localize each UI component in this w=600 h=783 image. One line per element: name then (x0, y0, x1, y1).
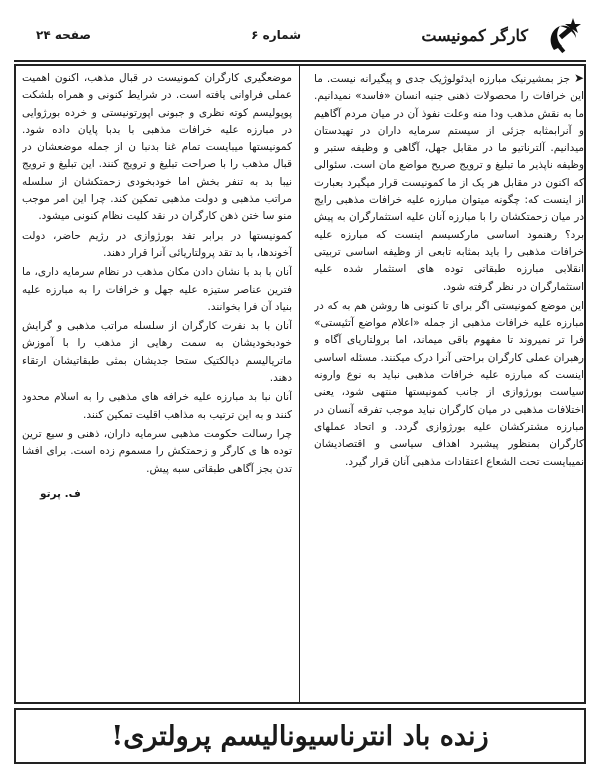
paragraph: چرا رسالت حکومت مذهبی سرمایه داران، ذهنی و سیع ترین توده ها ی کارگر و زحمتکش را مسموم زده است. برای افشا تدن بجز آگاهی طبقاتی سبه پیش. (22, 427, 292, 475)
article-column-left (22, 70, 292, 700)
publication-title: کارگر کمونیست (421, 26, 528, 45)
author-signature: ف. پرتو (40, 487, 81, 500)
issue-number: شماره ۶ (251, 28, 301, 42)
paragraph: کمونیستها در برابر تفد بورژوازی در رژیم حاضر، دولت آخوندها، با بد تقد پرولتاریائی آنرا قرار دهند. (22, 229, 292, 259)
paragraph: آنان با بد با نشان دادن مکان مذهب در نظام سرمایه داری، ما فترین عناصر ستیزه علیه جهل و خرافات را به مبارزه علیه بنیاد آن فرا بخوانند. (22, 266, 292, 313)
paragraph (314, 70, 584, 296)
paragraph-text: جز بمشیرنیک مبارزه ایدئولوژیک جدی و پیگیرانه نیست. ما این خرافات را محصولات ذهنی جنبه انسان «فاسد» نمیدانیم. ما به نقش مذهب ودا منه وعلت نفوذ آن در میان مردم آگاهیم و آنرابمثابه جزئی از سیستم سرمایه داران در تهیدستان میدانیم. آلترناتیو ما در مقابل جهل، آگاهی و وظیفه ستبر و وظیفه ناپذیر ما تبلیغ و ترویج صریح مواضع مان است. سئوالی که اکنون در مقابل هر یک از ما کمونیست قرار میگیرد بعبارت از اینست که: چگونه میتوان مبارزه علیه خرافات مذهبی رایج در میان زحمتکشان را با مبارزه آنان علیه استثمارگران به پیش برد؟ رهنمود اساسی مارکسیسم اینست که مبارزه علیه خرافات مذهبی را باید بمثابه تابعی از وظیفه اساسی تربیتی انقلابی مبارزه طبقاتی توده های استثمار شده علیه استثمارگران در نظر گرفته شود. (314, 73, 584, 293)
paragraph: این موضع کمونیستی اگر برای تا کنونی ها روشن هم به که در مبارزه علیه خرافات مذهبی از جمله «اعلام مواضع آتئیستی» فرا تر نمیروند تا مفهوم باقی میماند، اما برولتاریای آگاه و رهبران عملی کارگران براحتی آنرا درک میکنند. مسئله اساسی اینست که مبارزه علیه خرافات مذهبی نباید به نوع وارونه سیاست بورژوازی از جانب کمونیستها منتهی شود، یعنی اختلافات مذهبی در میان کارگران نباید موجب تفرقه آنسان در مبارزه مشترکشان علیه بورژوازی گردد. و اتحاد عملهای کارگران بمنظور پیشبرد اهداف سیاسی و اقتصادیشان نمیبایست تحت الشعاع اعتقادات مذهبی آنان قرار گیرد. (314, 299, 584, 468)
paragraph: آنان با بد نفرت کارگران از سلسله مراتب مذهبی و گرایش خودبخودیشان به سمت رهایی از مذهب را با آموزش ماتریالیسم دیالکتیک ستحا جدیشان بمثی طبقاتیشان ارتقاء دهند. (22, 320, 292, 385)
footer-slogan: زنده باد انترناسیونالیسم پرولتری! (111, 720, 489, 752)
page-number: صفحه ۲۴ (36, 28, 91, 42)
paragraph: آنان نبا بد مبارزه علیه خرافه های مذهبی را به اسلام محدود کنند و به این ترتیب به مذاهب اقلیت تمکین کنند. (22, 391, 292, 421)
header-rule (14, 60, 586, 62)
arrow-icon: ➤ (573, 71, 584, 85)
hammer-sickle-star-icon (546, 16, 586, 56)
article-column-right (314, 70, 584, 700)
page-header (18, 14, 586, 58)
column-divider (299, 66, 300, 702)
footer-slogan-banner (14, 708, 586, 764)
paragraph: موضعگیری کارگران کمونیست در قبال مذهب، اکنون اهمیت عملی فراوانی یافته است. در شرایط کنونی و همراه بلشکت پوپولیسم کوته نظری و جبونی اپورتونیستی و خرده بورژوایی در مبارزه علیه خرافات مذهبی با بدبا پایان داده شود. کمونیستها میبایست تمام غنا بدنبا ن از جمله موضعشان در قبال مذهب را با صراحت تبلیغ و ترویج کنند. این تبلیغ و ترویج نیبا بد به تنفر بخش اما خودبخودی زحمتکشان از سلسله مراتب مذهبی و دولت مذهبی تمکین کند. چرا این امر موجب منو سا ختن ذهن کارگران در نقد کلیت نظام کنونی میشود. (22, 72, 292, 223)
